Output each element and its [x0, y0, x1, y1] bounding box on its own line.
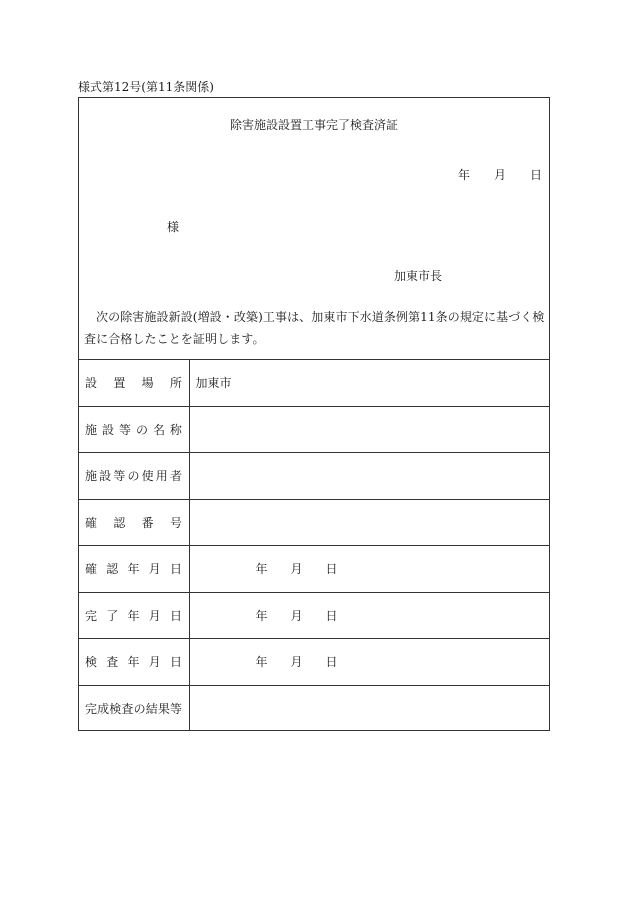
label-char: 結 [145, 701, 158, 716]
row-value-confirmation-number [189, 499, 550, 546]
table-row [78, 546, 550, 593]
row-label-text [85, 653, 182, 670]
table-row [78, 360, 550, 407]
label-char: 日 [169, 608, 182, 623]
label-char: 月 [148, 655, 161, 670]
table-row [78, 406, 550, 453]
row-label-facility-user [78, 453, 189, 500]
row-label-inspection-date [78, 639, 189, 686]
label-char: 年 [127, 562, 140, 577]
label-char: 検 [109, 701, 122, 716]
label-char: 号 [169, 515, 182, 530]
label-char: 施 [85, 469, 98, 484]
label-char: 確 [85, 515, 98, 530]
date-year: 年 [255, 655, 268, 670]
label-char: 査 [121, 701, 134, 716]
row-value-location: 加東市 [189, 360, 550, 407]
label-char: 認 [106, 562, 119, 577]
date-day: 日 [325, 562, 338, 577]
label-char: 番 [141, 515, 154, 530]
label-char: 月 [148, 562, 161, 577]
row-value-confirmation-date [189, 546, 550, 593]
date-year: 年 [255, 562, 268, 577]
label-char: 日 [169, 655, 182, 670]
date-day: 日 [325, 655, 338, 670]
row-value-facility-user [189, 453, 550, 500]
label-char: 査 [106, 655, 119, 670]
issue-date-month: 月 [493, 168, 506, 182]
row-label-confirmation-number [78, 499, 189, 546]
label-char: 等 [113, 469, 126, 484]
table-row [78, 453, 550, 500]
table-row [78, 685, 550, 731]
label-char: の [133, 701, 146, 716]
label-char: 等 [118, 422, 131, 437]
label-char: の [127, 469, 140, 484]
label-char: 検 [85, 655, 98, 670]
document-title: 除害施設設置工事完了検査済証 [229, 118, 398, 132]
label-char: 了 [106, 608, 119, 623]
label-char: 確 [85, 562, 98, 577]
row-label-inspection-result [78, 685, 189, 731]
label-char: の [135, 422, 148, 437]
issue-date [458, 167, 542, 183]
label-char: 用 [155, 469, 168, 484]
issuer: 加東市長 [394, 269, 443, 283]
label-char: 施 [85, 422, 98, 437]
row-label-text [85, 467, 182, 484]
row-label-confirmation-date [78, 546, 189, 593]
row-label-location [78, 360, 189, 407]
label-char: 設 [99, 469, 112, 484]
label-char: 完 [85, 701, 98, 716]
addressee: 様 [167, 220, 180, 234]
row-label-text [85, 421, 182, 438]
label-char: 置 [113, 376, 126, 391]
label-char: 使 [141, 469, 154, 484]
label-char: 成 [97, 701, 110, 716]
row-value-inspection-result [189, 685, 550, 731]
row-value-completion-date [189, 592, 550, 639]
label-char: 所 [169, 376, 182, 391]
label-char: 果 [157, 701, 170, 716]
date-month: 月 [290, 655, 303, 670]
table-row [78, 592, 550, 639]
issue-date-day: 日 [529, 168, 542, 182]
row-label-text [85, 607, 182, 624]
issue-date-year: 年 [457, 168, 470, 182]
date-year: 年 [255, 608, 268, 623]
date-month: 月 [290, 562, 303, 577]
label-char: 者 [169, 469, 182, 484]
row-value-inspection-date [189, 639, 550, 686]
label-char: 日 [169, 562, 182, 577]
certificate-frame [78, 97, 550, 731]
form-number: 様式第12号(第11条関係) [78, 80, 214, 94]
label-char: 名 [152, 422, 165, 437]
row-label-text [85, 700, 182, 717]
label-char: 認 [113, 515, 126, 530]
certification-statement: 次の除害施設新設(増設・改築)工事は、加東市下水道条例第11条の規定に基づく検査に合格したことを証明します。 [84, 310, 545, 346]
table-row [78, 499, 550, 546]
details-table [78, 359, 550, 731]
date-day: 日 [325, 608, 338, 623]
row-label-text [85, 374, 182, 391]
label-char: 場 [141, 376, 154, 391]
label-char: 設 [101, 422, 114, 437]
date-month: 月 [290, 608, 303, 623]
label-char: 設 [85, 376, 98, 391]
row-label-text [85, 560, 182, 577]
label-char: 月 [148, 608, 161, 623]
label-char: 完 [85, 608, 98, 623]
row-label-text [85, 514, 182, 531]
label-char: 称 [169, 422, 182, 437]
label-char: 年 [127, 608, 140, 623]
row-label-facility-name [78, 406, 189, 453]
row-label-completion-date [78, 592, 189, 639]
table-row [78, 639, 550, 686]
certificate-header [79, 98, 549, 359]
label-char: 年 [127, 655, 140, 670]
label-char: 等 [169, 701, 182, 716]
row-value-facility-name [189, 406, 550, 453]
